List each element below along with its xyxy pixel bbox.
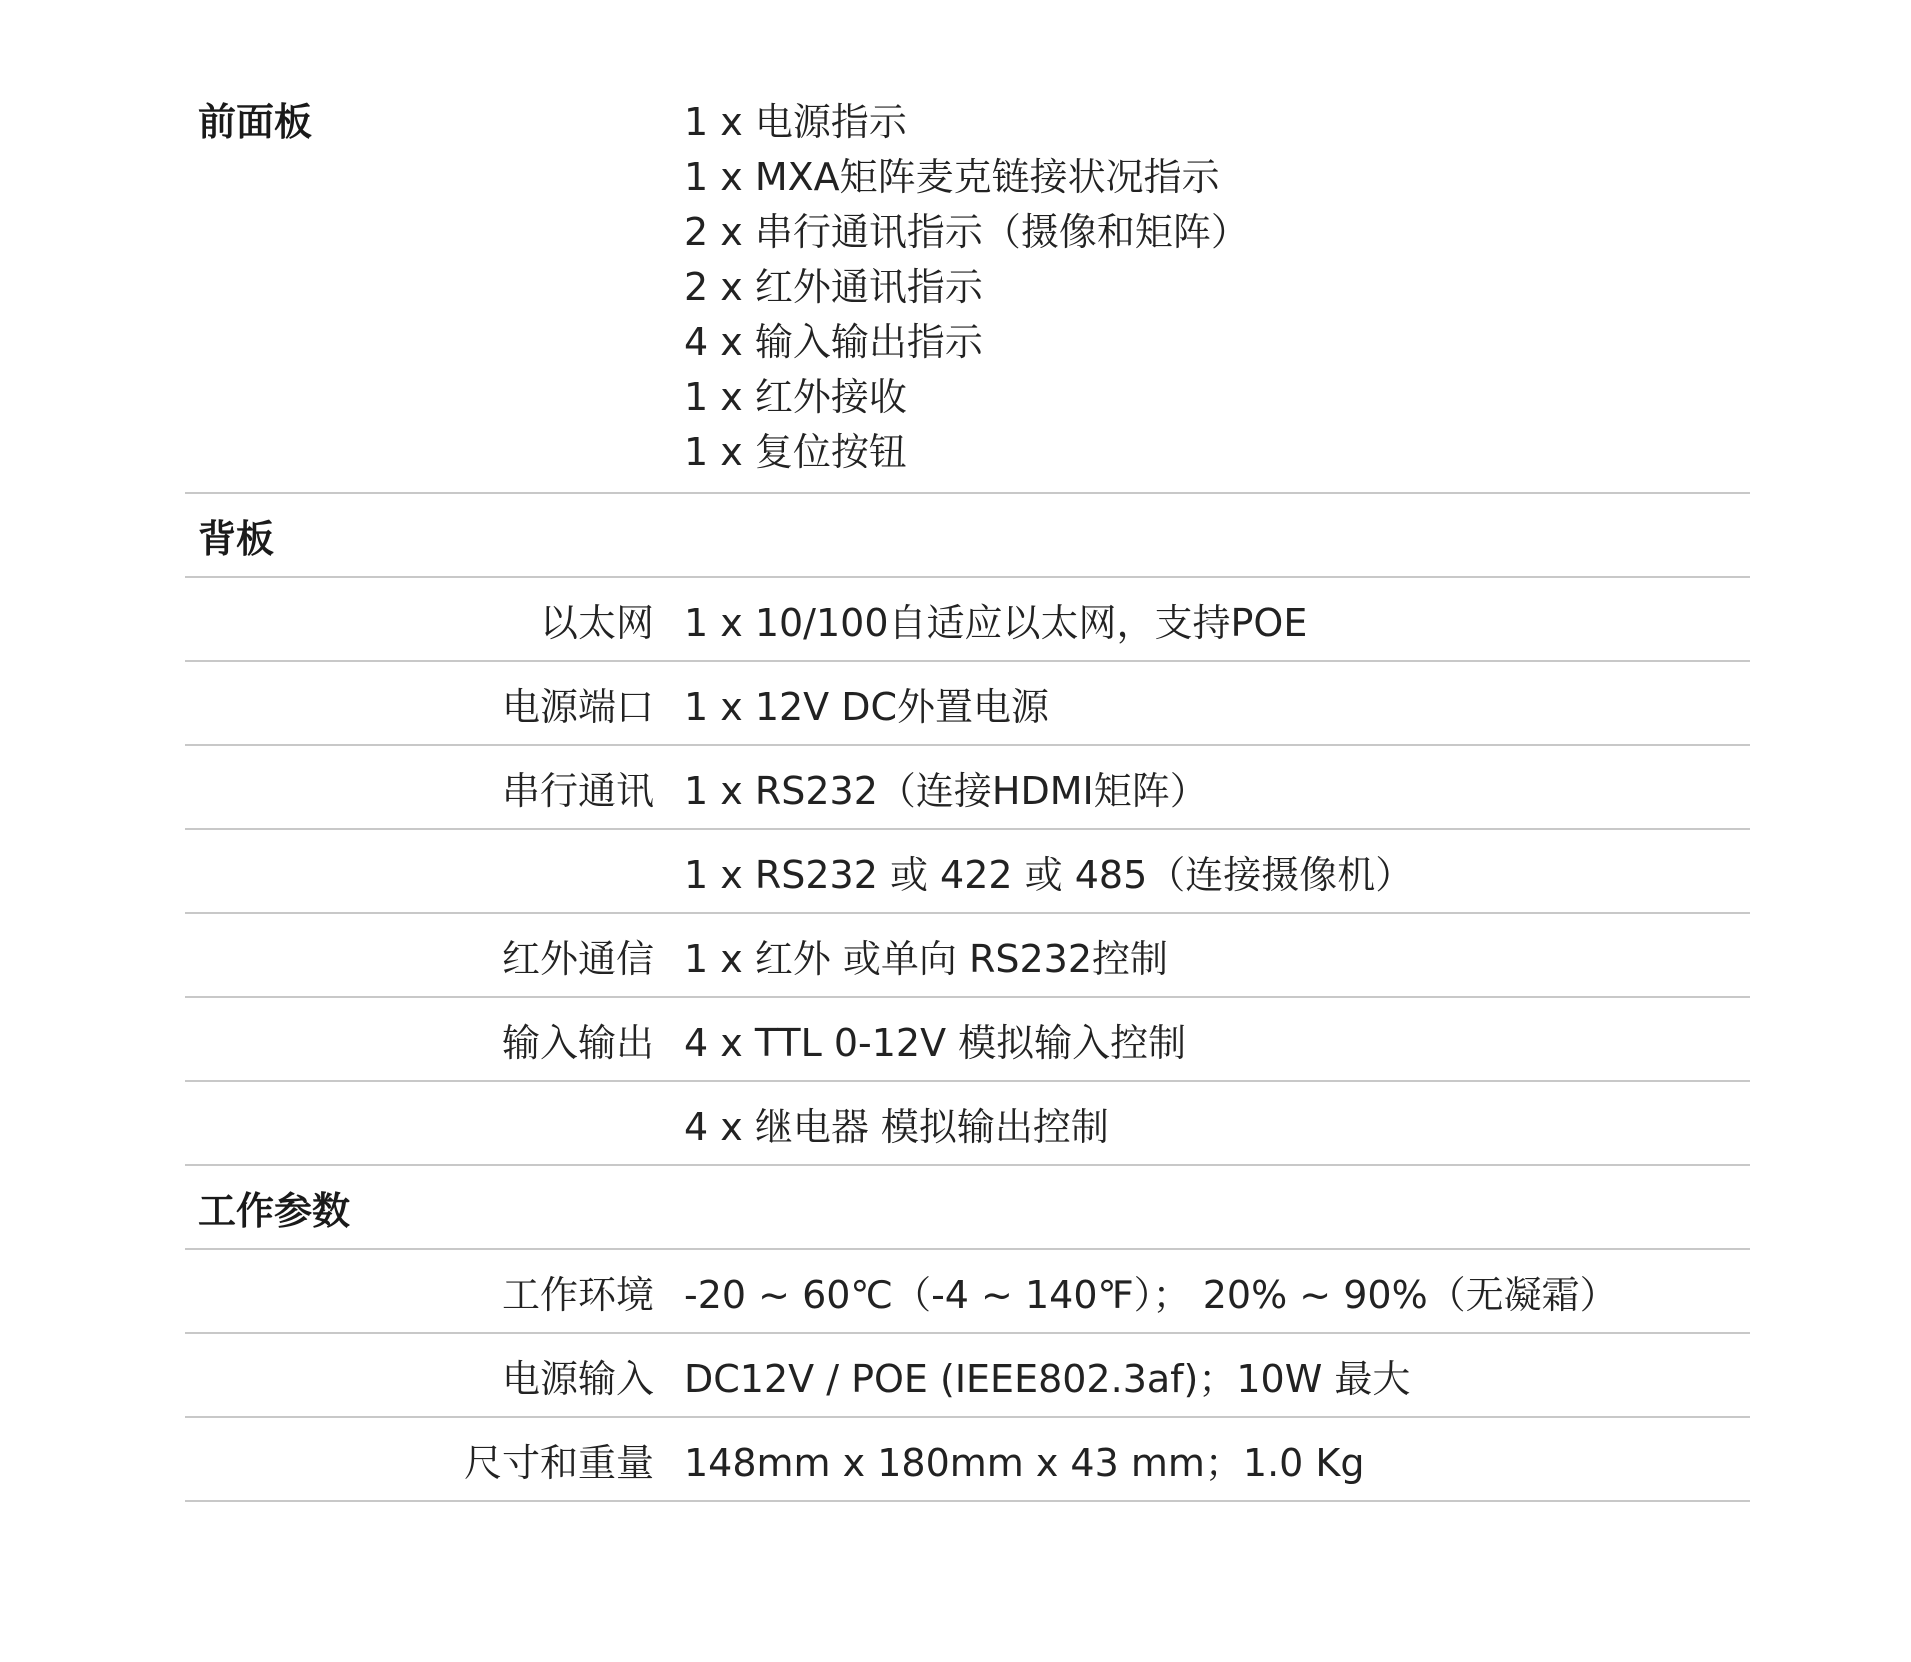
spec-value: 1 x 12V DC外置电源	[684, 684, 1050, 729]
spec-value: 1 x 10/100自适应以太网，支持POE	[684, 600, 1308, 645]
spec-row-environment	[185, 1250, 1750, 1334]
spec-label: 输入输出	[501, 1020, 654, 1065]
spec-row-io-2	[185, 1082, 1750, 1166]
spec-value: 4 x 继电器 模拟输出控制	[684, 1104, 1109, 1149]
spec-label: 以太网	[539, 600, 654, 645]
spec-label: 红外通信	[501, 936, 654, 981]
spec-value: DC12V / POE (IEEE802.3af)；10W 最大	[684, 1356, 1411, 1401]
spec-row-serial	[185, 746, 1750, 830]
spec-row-infrared	[185, 914, 1750, 998]
spec-value: -20 ~ 60℃（-4 ~ 140℉）； 20% ~ 90%（无凝霜）	[684, 1272, 1618, 1317]
spec-label: 电源端口	[501, 684, 654, 729]
spec-value: 1 x 红外 或单向 RS232控制	[684, 936, 1169, 981]
spec-row-ethernet	[185, 578, 1750, 662]
spec-label: 串行通讯	[501, 768, 654, 813]
front-panel-item: 1 x 复位按钮	[684, 430, 907, 474]
front-panel-item: 2 x 串行通讯指示（摄像和矩阵）	[684, 210, 1249, 254]
front-panel-section	[185, 95, 1750, 494]
front-panel-item: 1 x MXA矩阵麦克链接状况指示	[684, 155, 1220, 199]
front-panel-item: 1 x 电源指示	[684, 100, 907, 144]
spec-row-dimensions	[185, 1418, 1750, 1502]
spec-row-power-input	[185, 1334, 1750, 1418]
spec-table	[185, 95, 1750, 1502]
front-panel-title: 前面板	[198, 100, 313, 144]
spec-row-io	[185, 998, 1750, 1082]
spec-value: 148mm x 180mm x 43 mm；1.0 Kg	[684, 1440, 1365, 1485]
operating-params-title: 工作参数	[185, 1166, 1750, 1250]
spec-row-serial-2	[185, 830, 1750, 914]
spec-label: 电源输入	[501, 1356, 654, 1401]
spec-label: 尺寸和重量	[463, 1440, 654, 1485]
back-panel-title: 背板	[185, 494, 1750, 578]
spec-value: 1 x RS232（连接HDMI矩阵）	[684, 768, 1208, 813]
front-panel-list	[684, 95, 1249, 480]
spec-value: 4 x TTL 0-12V 模拟输入控制	[684, 1020, 1187, 1065]
spec-value: 1 x RS232 或 422 或 485（连接摄像机）	[684, 852, 1414, 897]
front-panel-item: 1 x 红外接收	[684, 375, 907, 419]
spec-label: 工作环境	[501, 1272, 654, 1317]
spec-row-power-port	[185, 662, 1750, 746]
front-panel-item: 2 x 红外通讯指示	[684, 265, 983, 309]
front-panel-item: 4 x 输入输出指示	[684, 320, 983, 364]
